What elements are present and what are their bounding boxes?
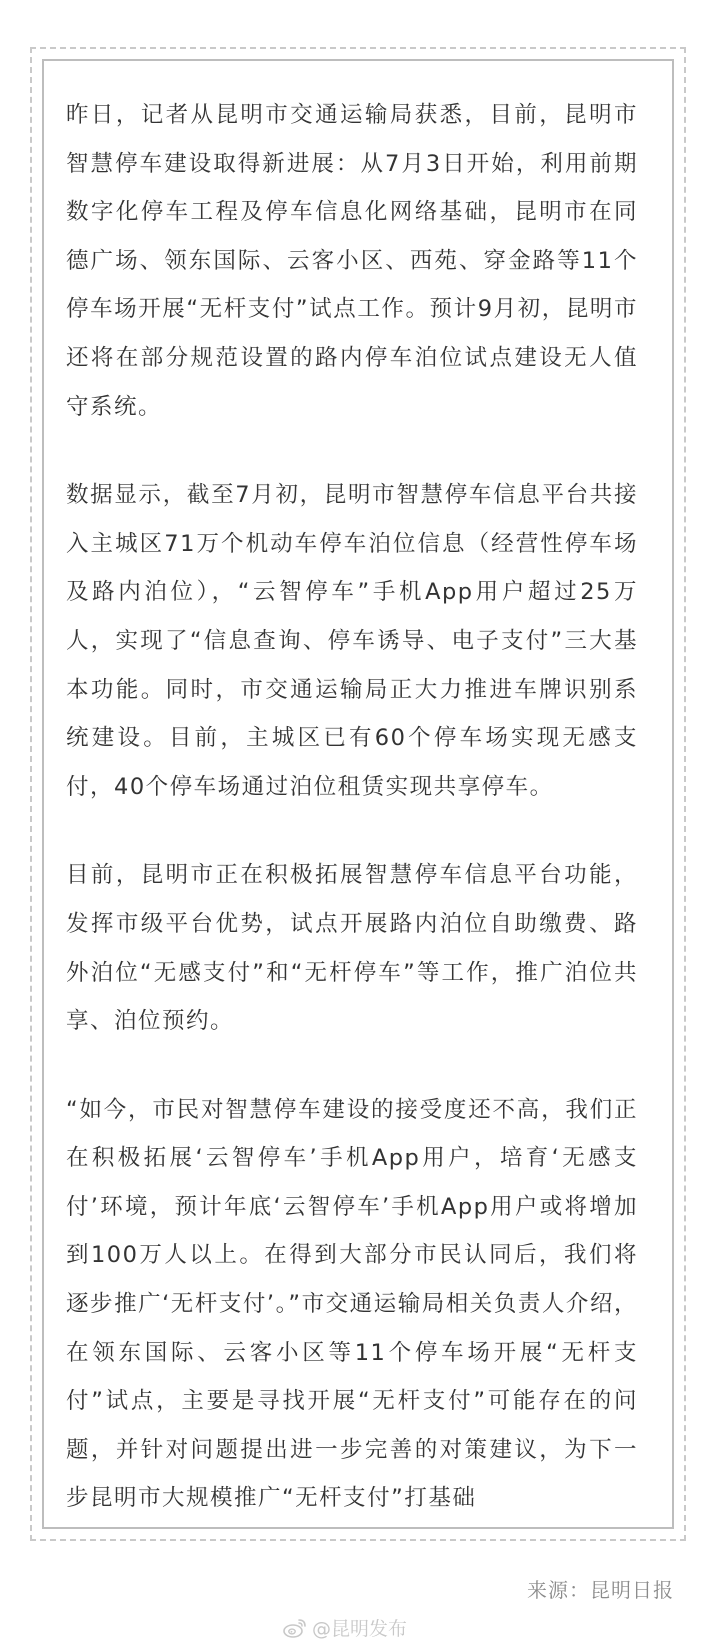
watermark	[282, 1614, 407, 1641]
weibo-icon	[282, 1617, 308, 1639]
article-body	[66, 91, 638, 1563]
article-paragraph-4: “如今，市民对智慧停车建设的接受度还不高，我们正在积极拓展‘云智停车’手机App用户，培育‘无感支付’环境，预计年底‘云智停车’手机App用户或将增加到100万人以上。在得到大部分市民认同后，我们将逐步推广‘无杆支付’。”市交通运输局相关负责人介绍，在领东国际、云客小区等11个停车场开展“无杆支付”试点，主要是寻找开展“无杆支付”可能存在的问题，并针对问题提出进一步完善的对策建议，为下一步昆明市大规模推广“无杆支付”打基础	[66, 1096, 638, 1512]
article-paragraph-2: 数据显示，截至7月初，昆明市智慧停车信息平台共接入主城区71万个机动车停车泊位信息（经营性停车场及路内泊位），“云智停车”手机App用户超过25万人，实现了“信息查询、停车诱导、电子支付”三大基本功能。同时，市交通运输局正大力推进车牌识别系统建设。目前，主城区已有60个停车场实现无感支付，40个停车场通过泊位租赁实现共享停车。	[66, 482, 638, 800]
article-paragraph-3: 目前，昆明市正在积极拓展智慧停车信息平台功能，发挥市级平台优势，试点开展路内泊位自助缴费、路外泊位“无感支付”和“无杆停车”等工作，推广泊位共享、泊位预约。	[66, 862, 638, 1035]
source-credit: 来源：昆明日报	[527, 1578, 674, 1602]
watermark-text: @昆明发布	[312, 1618, 408, 1640]
inner-solid-frame	[42, 59, 674, 1529]
outer-dashed-frame	[30, 47, 686, 1541]
article-paragraph-1: 昨日，记者从昆明市交通运输局获悉，目前，昆明市智慧停车建设取得新进展：从7月3日开始，利用前期数字化停车工程及停车信息化网络基础，昆明市在同德广场、领东国际、云客小区、西苑、穿金路等11个停车场开展“无杆支付”试点工作。预计9月初，昆明市还将在部分规范设置的路内停车泊位试点建设无人值守系统。	[66, 102, 638, 420]
